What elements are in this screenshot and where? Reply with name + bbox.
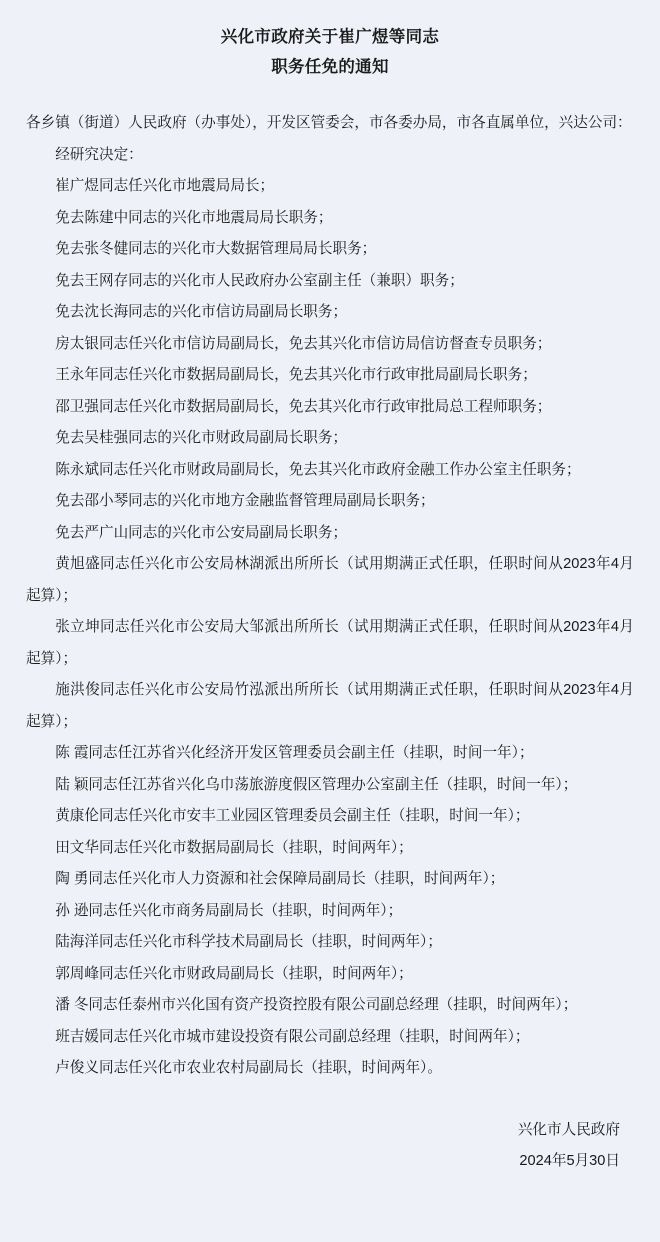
paragraph-25: 班吉媛同志任兴化市城市建设投资有限公司副总经理（挂职，时间两年）； <box>55 1028 530 1045</box>
paragraph-7: 王永年同志任兴化市数据局副局长，免去其兴化市行政审批局副局长职务； <box>55 367 537 383</box>
paragraph-20: 陶 勇同志任兴化市人力资源和社会保障局副局长（挂职，时间两年）； <box>55 871 505 887</box>
paragraph-16: 陈 霞同志任江苏省兴化经济开发区管理委员会副主任（挂职，时间一年）； <box>55 745 534 761</box>
paragraph-15: 施洪俊同志任兴化市公安局竹泓派出所所长（试用期满正式任职，任职时间从2023年4月起算）； <box>26 682 634 730</box>
paragraph-12: 免去严广山同志的兴化市公安局副局长职务； <box>55 524 348 541</box>
document-body <box>26 108 634 1085</box>
paragraph-8: 邵卫强同志任兴化市数据局副局长，免去其兴化市行政审批局总工程师职务； <box>55 398 552 415</box>
paragraph-14: 张立坤同志任兴化市公安局大邹派出所所长（试用期满正式任职，任职时间从2023年4月起算）； <box>26 619 634 667</box>
signature-organization: 兴化市人民政府 <box>517 1121 620 1138</box>
title-line-1: 兴化市政府关于崔广煜等同志 <box>220 28 440 46</box>
paragraph-6: 房太银同志任兴化市信访局副局长，免去其兴化市信访局信访督查专员职务； <box>55 335 552 352</box>
paragraph-0: 经研究决定： <box>55 146 143 163</box>
paragraph-19: 田文华同志任兴化市数据局副局长（挂职，时间两年）； <box>55 839 413 856</box>
paragraph-4: 免去王网存同志的兴化市人民政府办公室副主任（兼职）职务； <box>55 272 464 289</box>
paragraph-22: 陆海洋同志任兴化市科学技术局副局长（挂职，时间两年）； <box>55 934 442 950</box>
signature-date: 2024年5月30日 <box>519 1152 620 1169</box>
paragraph-18: 黄康伦同志任兴化市安丰工业园区管理委员会副主任（挂职，时间一年）； <box>55 808 530 824</box>
paragraph-10: 陈永斌同志任兴化市财政局副局长，免去其兴化市政府金融工作办公室主任职务； <box>55 461 581 478</box>
page-title <box>26 22 634 82</box>
paragraph-2: 免去陈建中同志的兴化市地震局局长职务； <box>55 209 333 226</box>
paragraph-24: 潘 冬同志任泰州市兴化国有资产投资控股有限公司副总经理（挂职，时间两年）； <box>55 997 578 1013</box>
recipient-line: 各乡镇（街道）人民政府（办事处），开发区管委会，市各委办局，市各直属单位，兴达公司： <box>26 115 632 131</box>
paragraph-21: 孙 逊同志任兴化市商务局副局长（挂职，时间两年）； <box>55 902 403 919</box>
paragraph-5: 免去沈长海同志的兴化市信访局副局长职务； <box>55 304 348 320</box>
paragraph-3: 免去张冬健同志的兴化市大数据管理局局长职务； <box>55 241 377 257</box>
paragraph-11: 免去邵小琴同志的兴化市地方金融监督管理局副局长职务； <box>55 493 435 509</box>
signature-block <box>26 1115 634 1177</box>
paragraph-17: 陆 颖同志任江苏省兴化乌巾荡旅游度假区管理办公室副主任（挂职，时间一年）； <box>55 776 578 793</box>
paragraph-26: 卢俊义同志任兴化市农业农村局副局长（挂职，时间两年）。 <box>55 1060 442 1076</box>
paragraph-1: 崔广煜同志任兴化市地震局局长； <box>55 178 275 194</box>
title-line-2: 职务任免的通知 <box>271 58 389 76</box>
paragraph-13: 黄旭盛同志任兴化市公安局林湖派出所所长（试用期满正式任职，任职时间从2023年4月起算）； <box>26 556 634 604</box>
paragraph-23: 郭周峰同志任兴化市财政局副局长（挂职，时间两年）； <box>55 965 413 982</box>
paragraph-9: 免去吴桂强同志的兴化市财政局副局长职务； <box>55 430 348 446</box>
